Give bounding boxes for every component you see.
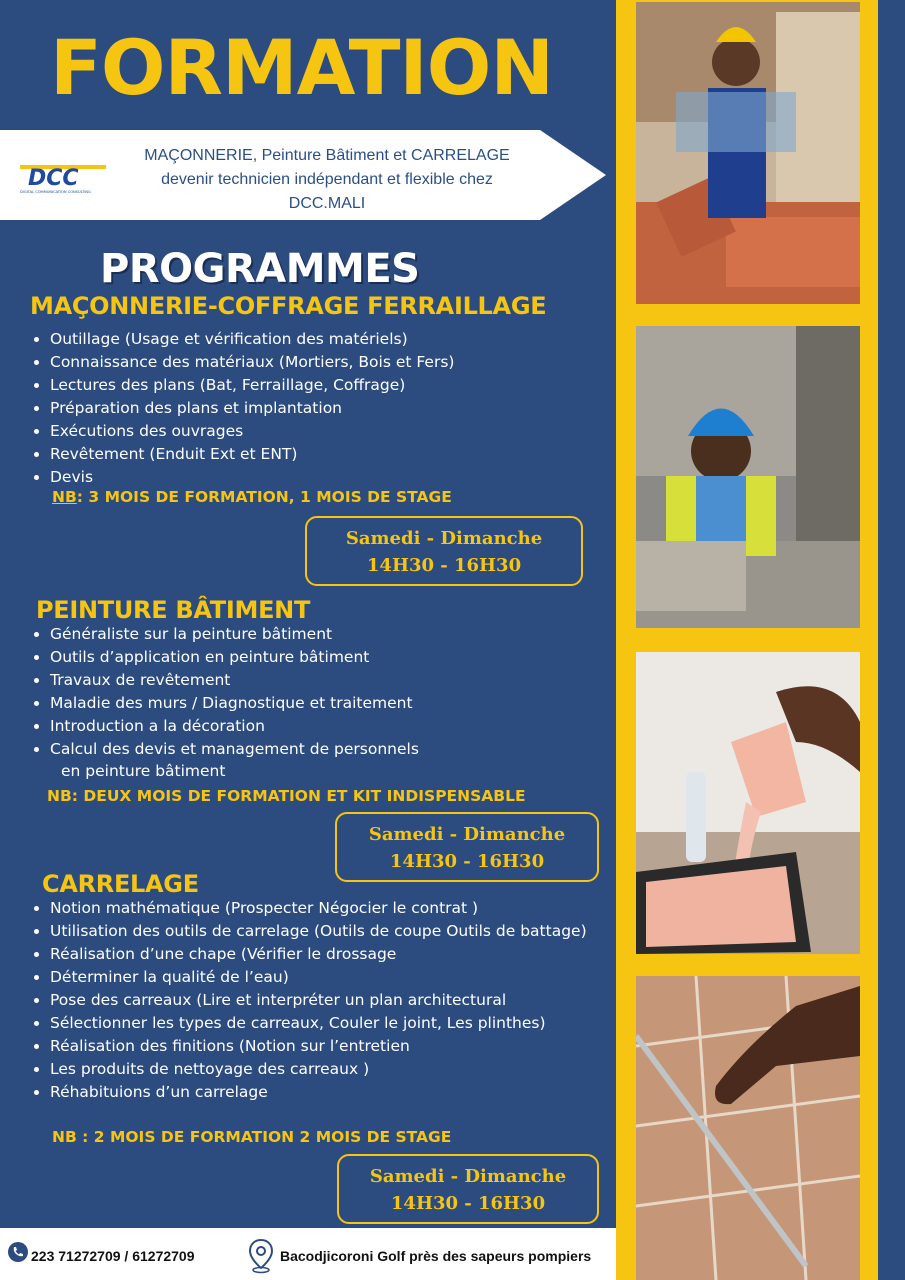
list-item: Lectures des plans (Bat, Ferraillage, Coffrage) [28, 374, 588, 397]
nb-label: NB [52, 488, 77, 506]
logo-subtitle: DIGITAL COMMUNICATION CONSULTING [20, 190, 91, 194]
list-item: Outils d’application en peinture bâtiment [28, 646, 588, 669]
footer [0, 1236, 616, 1280]
section-title-carrelage: CARRELAGE [42, 870, 199, 898]
list-item: Outillage (Usage et vérification des matériels) [28, 328, 588, 351]
right-edge [878, 0, 905, 1280]
photo-worker-with-helmet [636, 326, 860, 628]
list-item: Maladie des murs / Diagnostique et traitement [28, 692, 588, 715]
banner-line-2: devenir technicien indépendant et flexible chez [161, 171, 493, 188]
carrelage-list [28, 897, 606, 1104]
nb-carrelage: NB : 2 MOIS DE FORMATION 2 MOIS DE STAGE [52, 1128, 452, 1146]
schedule-box-peinture [335, 812, 599, 882]
banner [0, 130, 608, 220]
yellow-divider-strip [616, 0, 634, 1280]
list-item: Réalisation des finitions (Notion sur l’entretien [28, 1035, 606, 1058]
list-item: Préparation des plans et implantation [28, 397, 588, 420]
banner-line-1: MAÇONNERIE, Peinture Bâtiment et CARRELAGE [144, 147, 510, 164]
address: Bacodjicoroni Golf près des sapeurs pompiers [280, 1248, 592, 1264]
list-item: Calcul des devis et management de personnels [28, 738, 588, 761]
list-item: Utilisation des outils de carrelage (Outils de coupe Outils de battage) [28, 920, 606, 943]
dcc-logo [18, 155, 114, 195]
section-title-peinture: PEINTURE BÂTIMENT [36, 596, 311, 624]
schedule-days: Samedi - Dimanche [345, 528, 543, 549]
schedule-hours: 14H30 - 16H30 [390, 1193, 546, 1214]
list-item: Devis [28, 466, 588, 489]
photo-column [634, 0, 878, 1280]
peinture-list [28, 623, 588, 761]
phone-number[interactable]: 223 71272709 / 61272709 [31, 1248, 195, 1264]
logo-text: DCC [28, 166, 79, 191]
banner-text [112, 144, 542, 216]
list-item: Travaux de revêtement [28, 669, 588, 692]
list-item: Pose des carreaux (Lire et interpréter un plan architectural [28, 989, 606, 1012]
photo-pouring-paint [636, 652, 860, 954]
nb-maconnerie [52, 488, 452, 506]
list-item: Réalisation d’une chape (Vérifier le drossage [28, 943, 606, 966]
maconnerie-list [28, 328, 588, 489]
list-item: Introduction a la décoration [28, 715, 588, 738]
page-title: FORMATION [50, 23, 553, 112]
list-item: Les produits de nettoyage des carreaux ) [28, 1058, 606, 1081]
list-item: Notion mathématique (Prospecter Négocier le contrat ) [28, 897, 606, 920]
list-item: Revêtement (Enduit Ext et ENT) [28, 443, 588, 466]
peinture-item-continuation: en peinture bâtiment [61, 762, 226, 780]
programmes-heading: PROGRAMMES [100, 246, 420, 292]
photo-tiling-hand [636, 976, 860, 1280]
phone-icon [8, 1242, 28, 1262]
list-item: Réhabituions d’un carrelage [28, 1081, 606, 1104]
schedule-hours: 14H30 - 16H30 [366, 555, 522, 576]
list-item: Sélectionner les types de carreaux, Couler le joint, Les plinthes) [28, 1012, 606, 1035]
schedule-days: Samedi - Dimanche [369, 1166, 567, 1187]
banner-line-3: DCC.MALI [288, 195, 366, 212]
schedule-days: Samedi - Dimanche [368, 824, 566, 845]
list-item: Connaissance des matériaux (Mortiers, Bois et Fers) [28, 351, 588, 374]
photo-mason-with-bricks [636, 2, 860, 304]
schedule-box-carrelage [337, 1154, 599, 1224]
list-item: Déterminer la qualité de l’eau) [28, 966, 606, 989]
nb-text: : 3 MOIS DE FORMATION, 1 MOIS DE STAGE [76, 488, 452, 506]
schedule-box-maconnerie [305, 516, 583, 586]
list-item: Généraliste sur la peinture bâtiment [28, 623, 588, 646]
list-item: Exécutions des ouvrages [28, 420, 588, 443]
schedule-hours: 14H30 - 16H30 [389, 851, 545, 872]
section-title-maconnerie: MAÇONNERIE-COFFRAGE FERRAILLAGE [30, 292, 547, 320]
location-pin-icon [248, 1238, 274, 1274]
nb-peinture: NB: DEUX MOIS DE FORMATION ET KIT INDISPENSABLE [47, 787, 526, 805]
